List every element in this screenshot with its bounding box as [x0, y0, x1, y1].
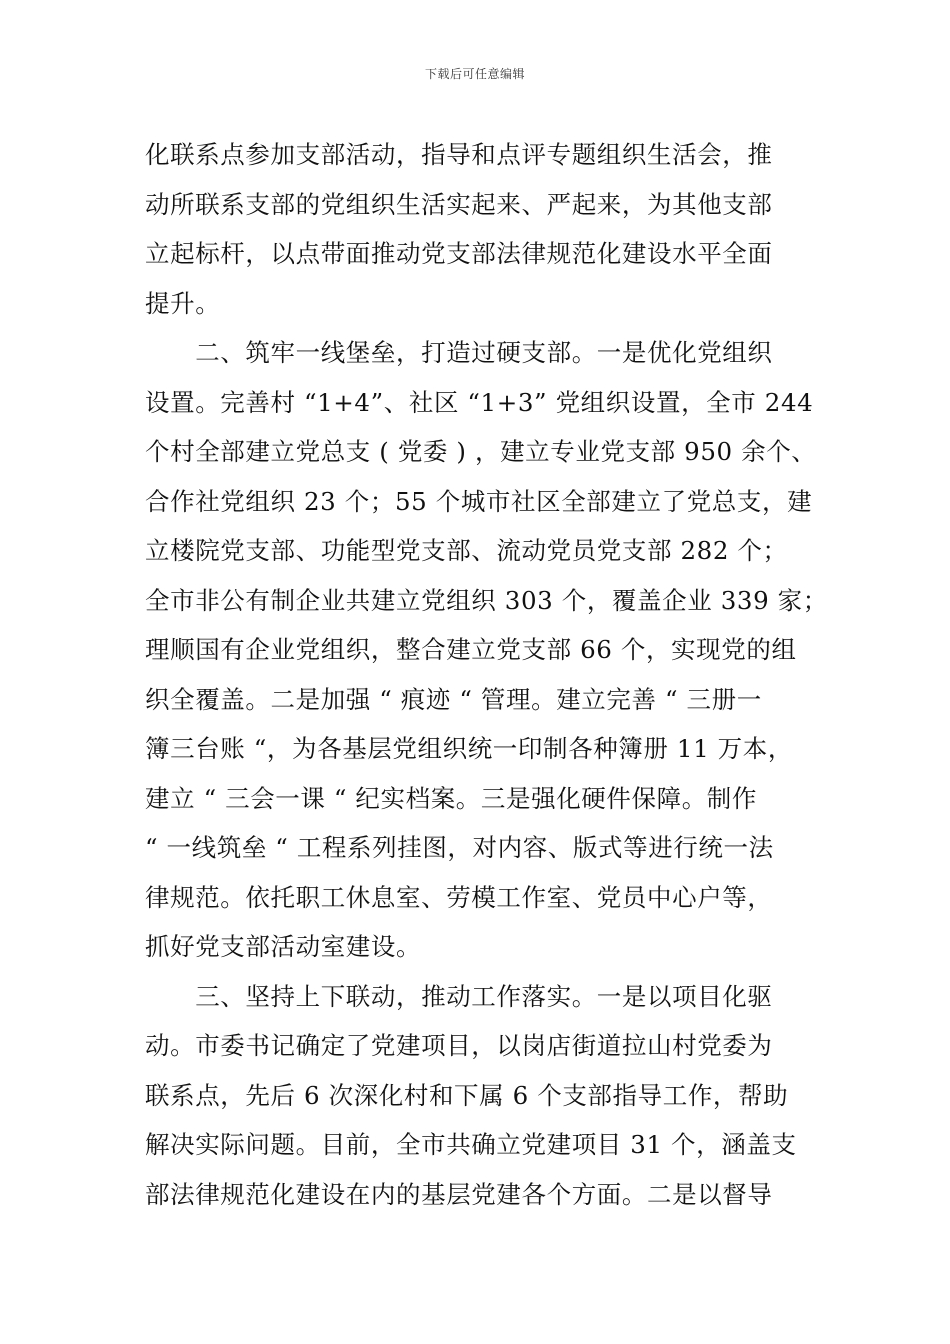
text-line: 化联系点参加支部活动，指导和点评专题组织生活会，推	[145, 140, 773, 169]
text-line: 立起标杆，以点带面推动党支部法律规范化建设水平全面	[145, 239, 773, 268]
text-line: 设置。完善村 “1+4”、社区 “1+3” 党组织设置，全市 244	[145, 387, 814, 417]
page-header: 下载后可任意编辑	[424, 67, 525, 81]
text-line: 织全覆盖。二是加强 “ 痕迹 “ 管理。建立完善 “ 三册一	[145, 684, 762, 714]
text-line: 全市非公有制企业共建立党组织 303 个，覆盖企业 339 家；	[145, 585, 828, 615]
text-line: 个村全部建立党总支 ( 党委 ) ，建立专业党支部 950 余个、	[145, 437, 817, 466]
text-line: 律规范。依托职工休息室、劳模工作室、党员中心户等，	[145, 882, 773, 912]
text-line: 建立 “ 三会一课 “ 纪实档案。三是强化硬件保障。制作	[145, 783, 757, 813]
text-line: 二、筑牢一线堡垒，打造过硬支部。一是优化党组织	[145, 338, 773, 367]
text-line: 解决实际问题。目前，全市共确立党建项目 31 个，涵盖支	[145, 1130, 797, 1159]
text-line: 立楼院党支部、功能型党支部、流动党员党支部 282 个；	[145, 536, 788, 565]
text-line: 理顺国有企业党组织，整合建立党支部 66 个，实现党的组	[145, 635, 797, 664]
text-line: 三、坚持上下联动，推动工作落实。一是以项目化驱	[145, 981, 773, 1011]
text-line: 簿三台账 “，为各基层党组织统一印制各种簿册 11 万本，	[145, 734, 793, 763]
document-body	[145, 130, 828, 1219]
text-line: 提升。	[145, 288, 221, 318]
text-line: 动所联系支部的党组织生活实起来、严起来，为其他支部	[145, 189, 773, 219]
text-line: 部法律规范化建设在内的基层党建各个方面。二是以督导	[145, 1179, 773, 1209]
text-line: 合作社党组织 23 个；55 个城市社区全部建立了党总支，建	[145, 486, 813, 516]
text-line: 联系点，先后 6 次深化村和下属 6 个支部指导工作，帮助	[145, 1080, 789, 1110]
text-line: 抓好党支部活动室建设。	[145, 932, 422, 961]
text-line: “ 一线筑垒 “ 工程系列挂图，对内容、版式等进行统一法	[145, 833, 774, 862]
text-line: 动。市委书记确定了党建项目，以岗店街道拉山村党委为	[145, 1031, 773, 1060]
